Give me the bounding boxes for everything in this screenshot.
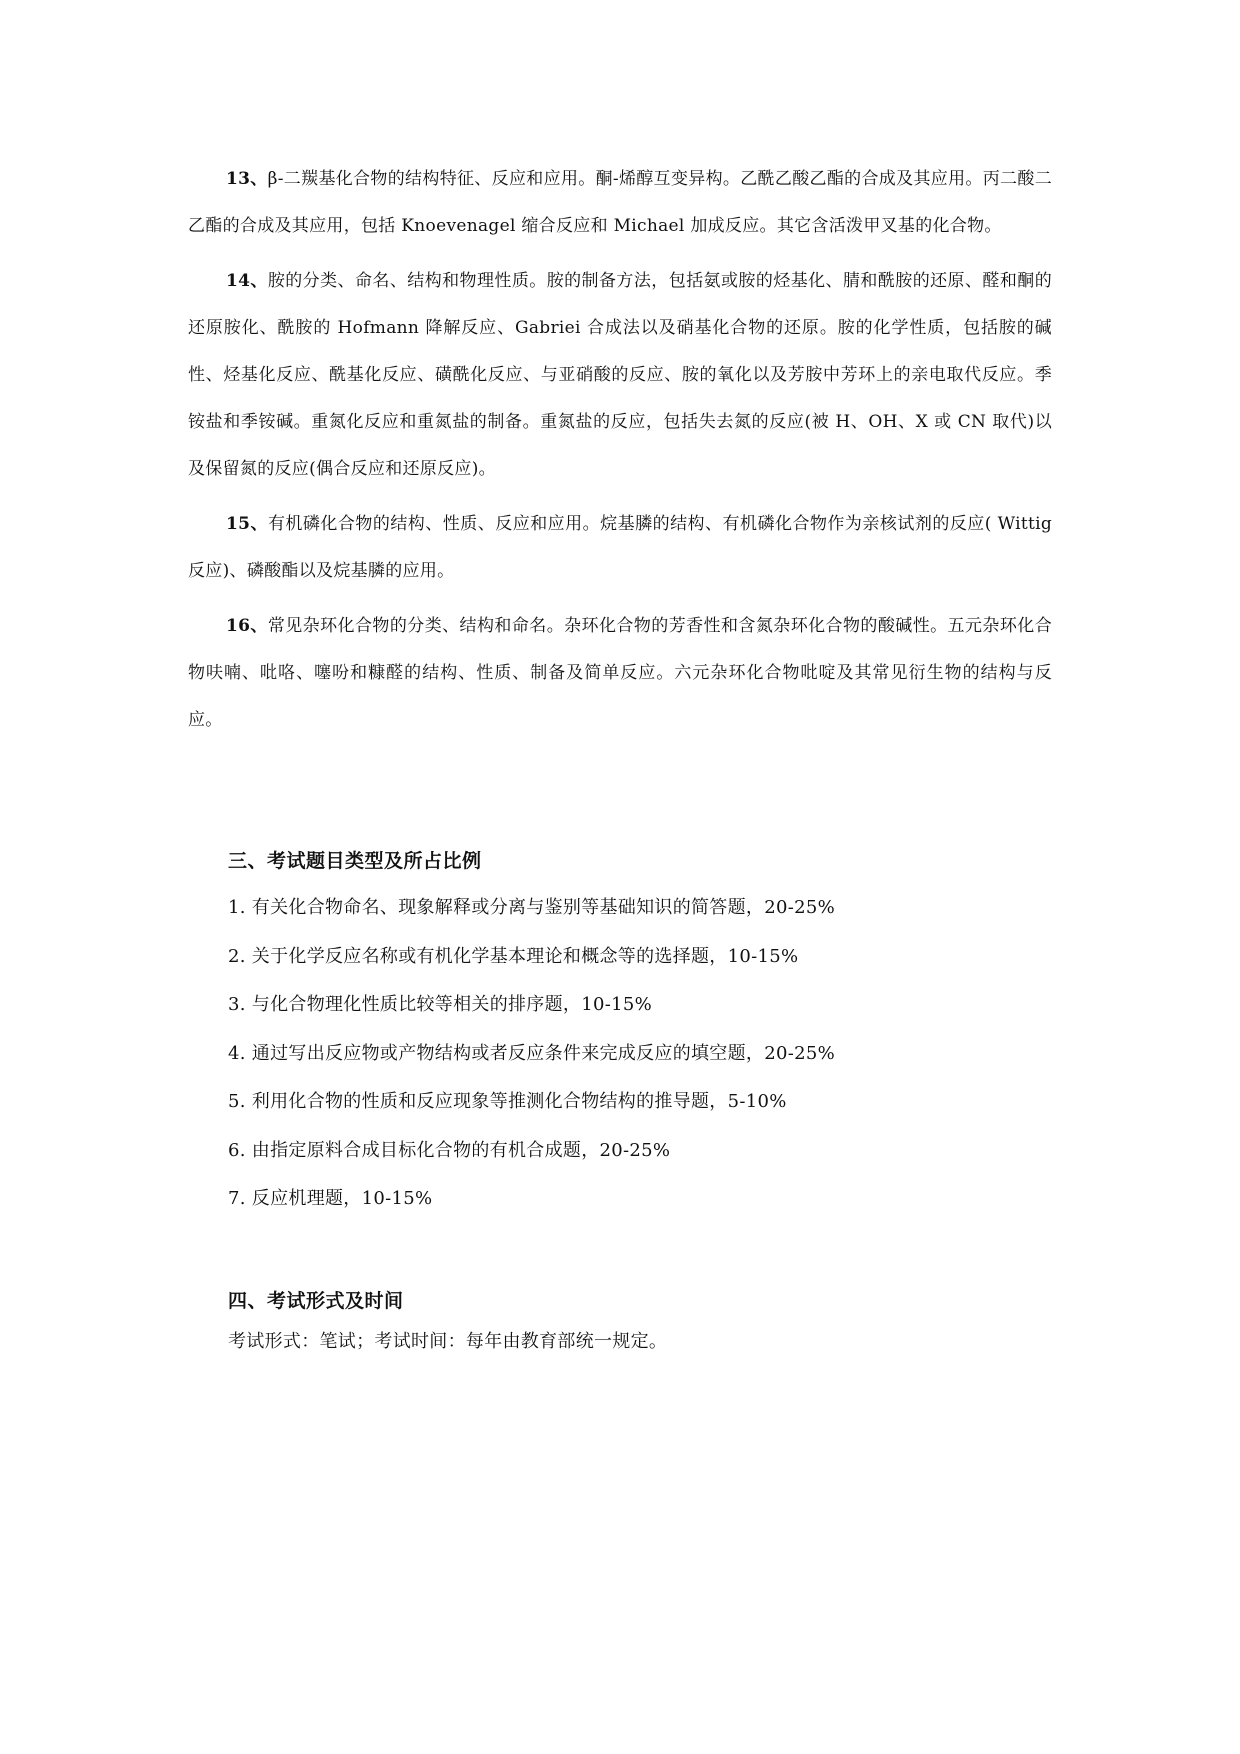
paragraph-number: 15、 [226,514,268,534]
question-types-list [228,884,835,1224]
list-item: 5. 利用化合物的性质和反应现象等推测化合物结构的推导题，5-10% [228,1091,787,1112]
paragraph-text: β-二羰基化合物的结构特征、反应和应用。酮-烯醇互变异构。乙酰乙酸乙酯的合成及其应用。丙二酸二乙酯的合成及其应用，包括 Knoevenagel 缩合反应和 Michael 加成反应。其它含活泼甲叉基的化合物。 [188,169,1052,236]
paragraph-15 [188,501,1052,595]
syllabus-body [188,156,1052,752]
list-item: 6. 由指定原料合成目标化合物的有机合成题，20-25% [228,1139,671,1161]
list-item: 3. 与化合物理化性质比较等相关的排序题，10-15% [228,994,652,1015]
paragraph-number: 16、 [226,616,268,636]
section-3-heading: 三、考试题目类型及所占比例 [228,850,482,872]
list-item: 1. 有关化合物命名、现象解释或分离与鉴别等基础知识的简答题，20-25% [228,897,835,918]
paragraph-number: 14、 [226,271,268,291]
paragraph-16 [188,603,1052,744]
list-item: 2. 关于化学反应名称或有机化学基本理论和概念等的选择题，10-15% [228,945,799,967]
list-item: 7. 反应机理题，10-15% [228,1188,433,1209]
list-item: 4. 通过写出反应物或产物结构或者反应条件来完成反应的填空题，20-25% [228,1042,835,1064]
exam-format-text: 考试形式：笔试；考试时间：每年由教育部统一规定。 [228,1331,668,1352]
paragraph-13 [188,156,1052,250]
paragraph-text: 常见杂环化合物的分类、结构和命名。杂环化合物的芳香性和含氮杂环化合物的酸碱性。五元杂环化合物呋喃、吡咯、噻吩和糠醛的结构、性质、制备及简单反应。六元杂环化合物吡啶及其常见衍生物的结构与反应。 [188,616,1053,730]
section-4-heading: 四、考试形式及时间 [228,1290,404,1312]
paragraph-14 [188,258,1052,493]
paragraph-text: 有机磷化合物的结构、性质、反应和应用。烷基膦的结构、有机磷化合物作为亲核试剂的反应( Wittig 反应)、磷酸酯以及烷基膦的应用。 [188,514,1053,581]
paragraph-number: 13、 [226,169,268,189]
paragraph-text: 胺的分类、命名、结构和物理性质。胺的制备方法，包括氨或胺的烃基化、腈和酰胺的还原、醛和酮的还原胺化、酰胺的 Hofmann 降解反应、Gabriei 合成法以及硝基化合物的还原。胺的化学性质，包括胺的碱性、烃基化反应、酰基化反应、磺酰化反应、与亚硝酸的反应、胺的氧化以及芳胺中芳环上的亲电取代反应。季铵盐和季铵碱。重氮化反应和重氮盐的制备。重氮盐的反应，包括失去氮的反应(被 H、OH、X 或 CN 取代)以及保留氮的反应(偶合反应和还原反应)。 [188,271,1053,479]
